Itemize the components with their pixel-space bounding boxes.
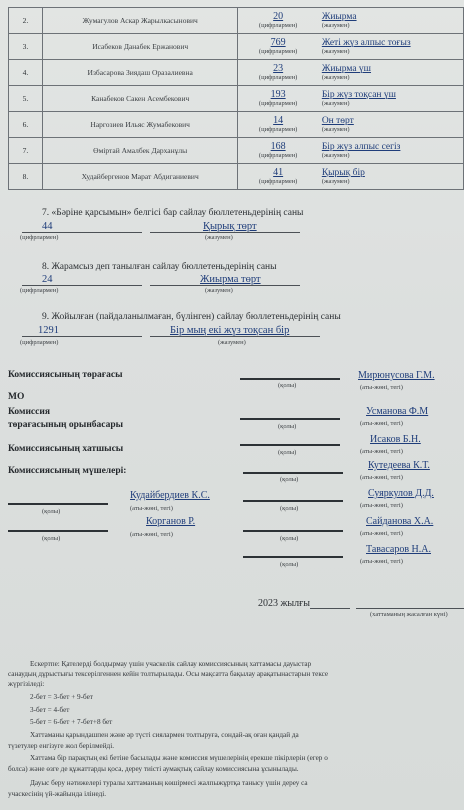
digits-caption: (цифрлармен) (258, 99, 298, 107)
secretary-label: Комиссиясының хатшысы (8, 444, 124, 454)
member-left-1-name-caption: (аты-жөні, тегі) (130, 505, 173, 512)
chair-name: Мирюнусова Г.М. (358, 370, 435, 381)
table-row (9, 8, 464, 34)
table-row (9, 138, 464, 164)
table-row (9, 112, 464, 138)
item-8-digits-line (22, 285, 142, 286)
candidate-name: Исабеков Данабек Ержанович (42, 34, 238, 60)
digits-caption: (цифрлармен) (258, 47, 298, 55)
votes-digits-cell (238, 60, 318, 86)
row-number: 3. (9, 34, 43, 60)
table-row (9, 34, 464, 60)
votes-words: Жеті жүз алпыс тоғыз (321, 37, 411, 48)
deputy-label-2: төрағасының орынбасары (8, 420, 124, 430)
member-right-2-sign-caption: (қолы) (280, 505, 299, 512)
digits-caption: (цифрлармен) (258, 125, 298, 133)
item-9-digits-line (22, 336, 142, 337)
member-right-1-sign-line (243, 472, 343, 474)
votes-words-cell (318, 138, 464, 164)
votes-digits-cell (238, 138, 318, 164)
votes-words-cell (318, 34, 464, 60)
member-left-1-name: Кудайбердиев К.С. (130, 490, 210, 501)
votes-words: Бір жүз тоқсан үш (321, 89, 396, 100)
words-caption: (жазумен) (321, 47, 350, 55)
candidate-name: Канабеков Сакен Асембекович (42, 86, 238, 112)
row-number: 7. (9, 138, 43, 164)
row-number: 4. (9, 60, 43, 86)
item-8-digits: 24 (42, 274, 53, 285)
member-right-4-sign-line (243, 556, 343, 558)
members-label: Комиссиясының мүшелері: (8, 466, 127, 476)
date-month-line (356, 608, 464, 609)
item-9-words: Бір мың екі жүз тоқсан бір (170, 325, 290, 336)
member-left-2-name-caption: (аты-жөні, тегі) (130, 531, 173, 538)
member-right-1-name: Кутедеева К.Т. (368, 460, 430, 471)
votes-digits: 23 (273, 62, 284, 74)
votes-digits: 20 (273, 10, 284, 22)
votes-words-cell (318, 8, 464, 34)
deputy-sign-line (240, 418, 340, 420)
member-left-1-sign-line (8, 503, 108, 505)
note-line-1: Ескертпе: Қателерді болдырмау үшін учаскелік сайлау комиссиясының хаттамасы дауыстар (30, 660, 312, 668)
words-caption: (жазумен) (321, 125, 350, 133)
member-right-2-sign-line (243, 500, 343, 502)
votes-digits: 193 (270, 88, 286, 100)
item-7-digits-line (22, 232, 142, 233)
member-left-2-name: Корганов Р. (146, 516, 196, 527)
deputy-sign-caption: (қолы) (278, 423, 297, 430)
note-line-4: 2-бет = 3-бет + 9-бет (30, 693, 93, 701)
member-right-3-name: Сайданова Х.А. (366, 516, 434, 527)
votes-table (8, 7, 464, 190)
table-row (9, 164, 464, 190)
note-line-9: Хаттама бір парақтың екі бетіне басылады және комиссия мүшелерінің ерекше пікірлерін (егер о (30, 754, 328, 762)
date-year-text: 2023 жылғы (258, 598, 310, 609)
digits-caption: (цифрлармен) (258, 21, 298, 29)
note-line-5: 3-бет = 4-бет (30, 706, 70, 714)
deputy-label-1: Комиссия (8, 407, 50, 417)
digits-caption: (цифрлармен) (258, 177, 298, 185)
item-7-words: Қырық төрт (203, 221, 257, 232)
member-right-3-sign-caption: (қолы) (280, 535, 299, 542)
candidate-name: Худайбергенов Марат Абдиганиевич (42, 164, 238, 190)
votes-words-cell (318, 112, 464, 138)
votes-digits-cell (238, 112, 318, 138)
votes-digits: 14 (273, 114, 284, 126)
note-line-6: 5-бет = 6-бет + 7-бет+8 бет (30, 718, 113, 726)
votes-digits-cell (238, 164, 318, 190)
row-number: 2. (9, 8, 43, 34)
item-8-digits-caption: (цифрлармен) (20, 287, 59, 294)
table-row (9, 86, 464, 112)
secretary-name: Исаков Б.Н. (370, 434, 421, 445)
member-left-2-sign-line (8, 530, 108, 532)
item-9-words-line (150, 336, 320, 337)
words-caption: (жазумен) (321, 21, 350, 29)
chair-sign-line (240, 378, 340, 380)
digits-caption: (цифрлармен) (258, 151, 298, 159)
row-number: 8. (9, 164, 43, 190)
votes-words: Қырық бір (321, 167, 365, 178)
votes-digits: 769 (270, 36, 286, 48)
item-9-words-caption: (жазумен) (218, 339, 246, 346)
item-8-words: Жиырма төрт (200, 274, 261, 285)
member-right-1-name-caption: (аты-жөні, тегі) (360, 474, 403, 481)
votes-digits-cell (238, 8, 318, 34)
item-7-words-line (150, 232, 300, 233)
item-9-text: 9. Жойылған (пайдаланылмаған, бүлінген) сайлау бюллетеньдерінің саны (42, 312, 341, 322)
votes-digits: 168 (270, 140, 286, 152)
note-line-7: Хаттаманы қарындашпен және әр түсті сиялармен толтыруға, сондай-ақ оған қандай да (30, 731, 299, 739)
words-caption: (жазумен) (321, 177, 350, 185)
row-number: 6. (9, 112, 43, 138)
item-7-digits: 44 (42, 221, 53, 232)
words-caption: (жазумен) (321, 73, 350, 81)
item-7-digits-caption: (цифрлармен) (20, 234, 59, 241)
note-line-8: түзетулер енгізуге жол берілмейді. (8, 742, 114, 750)
chair-label: Комиссиясының төрағасы (8, 370, 123, 380)
item-7-words-caption: (жазумен) (205, 234, 233, 241)
words-caption: (жазумен) (321, 99, 350, 107)
votes-words: Жиырма үш (321, 63, 372, 74)
item-8-words-caption: (жазумен) (205, 287, 233, 294)
date-day-line (310, 608, 350, 609)
deputy-name: Усманова Ф.М (366, 406, 429, 417)
votes-words-cell (318, 86, 464, 112)
item-9-digits-caption: (цифрлармен) (20, 339, 59, 346)
date-caption: (хаттаманың жасалған күні) (370, 611, 448, 618)
candidate-name: Наргозиев Ильяс Жумабекович (42, 112, 238, 138)
member-right-4-sign-caption: (қолы) (280, 561, 299, 568)
item-8-text: 8. Жарамсыз деп танылған сайлау бюллетеньдерінің саны (42, 262, 277, 272)
votes-words-cell (318, 164, 464, 190)
table-row (9, 60, 464, 86)
member-right-3-sign-line (243, 530, 343, 532)
member-left-1-sign-caption: (қолы) (42, 508, 61, 515)
candidate-name: Избасарова Зиядаш Оразалиевна (42, 60, 238, 86)
note-line-11: Дауыс беру нәтижелері туралы хаттаманың көшірмесі жалпыжұртқа танысу үшін дереу са (30, 779, 308, 787)
votes-words: Он төрт (321, 115, 354, 126)
member-left-2-sign-caption: (қолы) (42, 535, 61, 542)
note-line-10: болса) және өзге де құжаттарды қоса, дереу тиісті аумақтық сайлау комиссиясына ұсынылады. (8, 765, 299, 773)
candidate-name: Жумагулов Аскар Жарылкасынович (42, 8, 238, 34)
member-right-2-name: Суяркулов Д.Д. (368, 488, 434, 499)
note-line-2: санаудың дұрыстығы тексерілгеннен кейін толтырылады. Осы мақсатта бақылау арақатынастарын тексе (8, 670, 329, 678)
secretary-sign-caption: (қолы) (278, 449, 297, 456)
mo-label: МО (8, 392, 25, 402)
digits-caption: (цифрлармен) (258, 73, 298, 81)
member-right-4-name-caption: (аты-жөні, тегі) (360, 558, 403, 565)
secretary-sign-line (240, 444, 340, 446)
chair-name-caption: (аты-жөні, тегі) (360, 384, 403, 391)
votes-words-cell (318, 60, 464, 86)
votes-words: Жиырма (321, 11, 357, 22)
member-right-2-name-caption: (аты-жөні, тегі) (360, 502, 403, 509)
member-right-4-name: Тавасаров Н.А. (366, 544, 431, 555)
note-line-12: учаскесінің үй-жайында ілінеді. (8, 790, 107, 798)
votes-digits: 41 (273, 166, 284, 178)
chair-sign-caption: (қолы) (278, 382, 297, 389)
note-line-3: жүргізіледі: (8, 680, 45, 688)
words-caption: (жазумен) (321, 151, 350, 159)
votes-words: Бір жүз алпыс сегіз (321, 141, 401, 152)
item-8-words-line (150, 285, 300, 286)
secretary-name-caption: (аты-жөні, тегі) (360, 448, 403, 455)
item-7-text: 7. «Бәріне қарсымын» белгісі бар сайлау бюллетеньдерінің саны (42, 208, 304, 218)
votes-digits-cell (238, 86, 318, 112)
member-right-3-name-caption: (аты-жөні, тегі) (360, 530, 403, 537)
item-9-digits: 1291 (38, 325, 59, 336)
deputy-name-caption: (аты-жөні, тегі) (360, 420, 403, 427)
votes-digits-cell (238, 34, 318, 60)
candidate-name: Өміртай Амалбек Дарханұлы (42, 138, 238, 164)
member-right-1-sign-caption: (қолы) (280, 476, 299, 483)
row-number: 5. (9, 86, 43, 112)
